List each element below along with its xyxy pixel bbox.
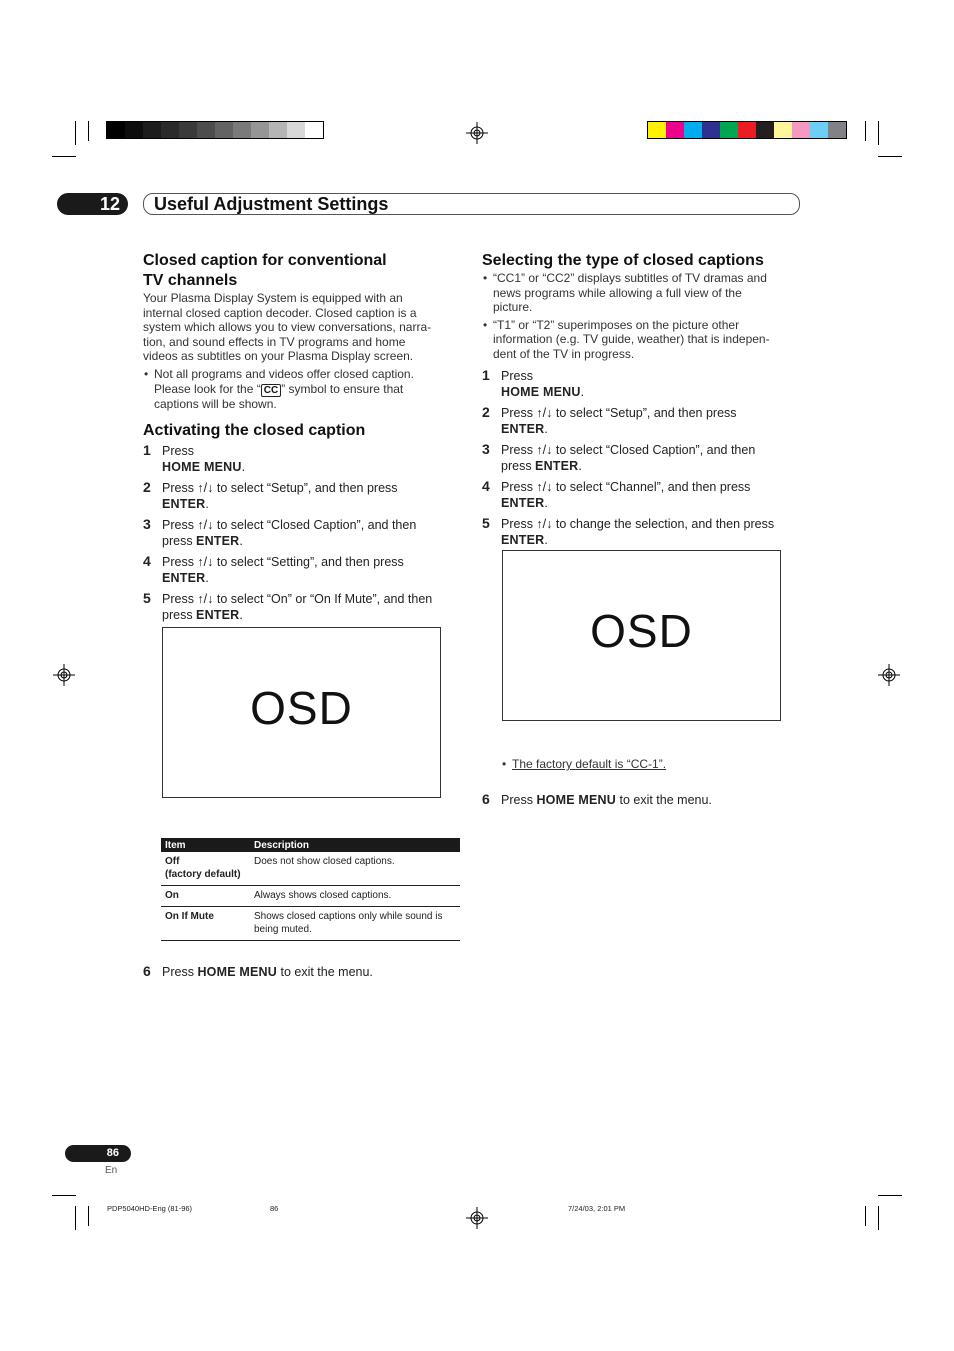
table-cell-item xyxy=(161,886,250,907)
step-6-right xyxy=(482,792,819,808)
color-swatch xyxy=(756,122,774,138)
intro-line: internal closed caption decoder. Closed caption is a xyxy=(143,305,417,320)
step-text: Press xyxy=(501,368,533,383)
chapter-title: Useful Adjustment Settings xyxy=(154,194,389,214)
heading-line: TV channels xyxy=(143,272,238,289)
bullet-item xyxy=(482,318,802,362)
steps-list xyxy=(143,443,461,623)
color-swatch xyxy=(684,122,702,138)
table-row xyxy=(161,886,460,907)
intro-line: videos as subtitles on your Plasma Display screen. xyxy=(143,349,414,364)
step-number: 1 xyxy=(482,366,490,383)
step-text: Press xyxy=(162,965,198,979)
key-label: ENTER xyxy=(196,534,240,549)
step-number: 5 xyxy=(482,514,490,531)
color-swatch xyxy=(179,122,197,138)
footer-page: 86 xyxy=(270,1204,279,1213)
color-swatch xyxy=(738,122,756,138)
color-swatch xyxy=(107,122,125,138)
process-color-bar xyxy=(647,121,847,139)
color-swatch xyxy=(792,122,810,138)
step-text: Press ↑/↓ to select “Channel”, and then press xyxy=(501,479,751,494)
factory-default-note xyxy=(501,757,812,772)
registration-target-icon xyxy=(466,122,488,144)
steps-list xyxy=(482,368,802,548)
table-header-item: Item xyxy=(161,838,250,852)
key-label: HOME MENU xyxy=(162,460,242,475)
step-number: 2 xyxy=(143,479,151,496)
step-text: Press ↑/↓ to select “Closed Caption”, and then xyxy=(162,518,417,533)
section-heading-closed-caption xyxy=(143,251,461,291)
bullet-line: dent of the TV in progress. xyxy=(493,346,635,361)
chapter-number: 12 xyxy=(99,194,120,214)
color-swatch xyxy=(305,122,323,138)
registration-target-icon xyxy=(878,664,900,686)
color-swatch xyxy=(810,122,828,138)
table-cell-description xyxy=(250,907,460,941)
color-swatch xyxy=(197,122,215,138)
step-text: Press ↑/↓ to select “Closed Caption”, and then xyxy=(501,442,756,457)
step-number: 3 xyxy=(143,516,151,533)
step-text: Press xyxy=(162,444,194,459)
step-text: press xyxy=(162,608,197,623)
color-swatch xyxy=(720,122,738,138)
bullet-line: information (e.g. TV guide, weather) that is indepen- xyxy=(493,332,770,347)
table-cell-item xyxy=(161,907,250,941)
step-text: . xyxy=(205,571,209,586)
table-cell-description xyxy=(250,852,460,886)
key-label: HOME MENU xyxy=(536,792,617,807)
item-text: (factory default) xyxy=(165,869,241,880)
chapter-title-bar xyxy=(143,193,800,215)
key-label: HOME MENU xyxy=(197,965,278,979)
note-text: captions will be shown. xyxy=(154,396,277,411)
key-label: ENTER xyxy=(196,608,240,623)
color-swatch xyxy=(269,122,287,138)
description-text: Does not show closed captions. xyxy=(254,856,395,867)
step-text: . xyxy=(239,608,243,623)
step-item xyxy=(482,442,802,474)
step-text: . xyxy=(241,460,246,475)
step-text: Press ↑/↓ to select “On” or “On If Mute”, and then xyxy=(162,592,433,607)
step-number: 1 xyxy=(143,442,151,459)
color-swatch xyxy=(143,122,161,138)
bullet-item xyxy=(482,271,802,315)
step-text: Press ↑/↓ to select “Setup”, and then press xyxy=(501,405,737,420)
color-swatch xyxy=(251,122,269,138)
table-header-description: Description xyxy=(250,838,460,852)
caption-settings-table xyxy=(161,838,460,941)
grayscale-color-bar xyxy=(106,121,324,139)
page-language: En xyxy=(105,1165,118,1176)
chapter-number-tab xyxy=(57,193,128,215)
page-number-tab xyxy=(65,1145,131,1162)
osd-screen-placeholder xyxy=(502,550,781,721)
step-number: 3 xyxy=(482,440,490,457)
bullet-line: “T1” or “T2” superimposes on the picture other xyxy=(493,317,740,332)
right-column xyxy=(482,251,802,548)
caption-note xyxy=(143,367,461,411)
color-swatch xyxy=(125,122,143,138)
osd-label: OSD xyxy=(250,682,353,734)
color-swatch xyxy=(233,122,251,138)
note-text: ” symbol to ensure that xyxy=(281,381,404,396)
osd-screen-placeholder xyxy=(162,627,441,798)
color-swatch xyxy=(702,122,720,138)
color-swatch xyxy=(648,122,666,138)
key-label: HOME MENU xyxy=(501,384,581,399)
step-number: 2 xyxy=(482,403,490,420)
step-number: 6 xyxy=(143,963,151,979)
step-item xyxy=(143,517,461,549)
color-swatch xyxy=(161,122,179,138)
step-item xyxy=(143,591,461,623)
item-text: Off xyxy=(165,856,180,867)
bullet-line: “CC1” or “CC2” displays subtitles of TV dramas and xyxy=(493,271,767,285)
note-text: The factory default is “CC-1”. xyxy=(512,757,667,771)
registration-target-icon xyxy=(53,664,75,686)
section-heading-caption-type: Selecting the type of closed captions xyxy=(482,252,764,269)
color-swatch xyxy=(215,122,233,138)
step-number: 4 xyxy=(143,553,151,570)
note-text: Not all programs and videos offer closed caption. xyxy=(154,366,414,381)
intro-line: Your Plasma Display System is equipped with an xyxy=(143,291,403,305)
step-number: 6 xyxy=(482,790,490,807)
table-row xyxy=(161,852,460,886)
step-number: 4 xyxy=(482,477,490,494)
caption-type-bullets xyxy=(482,271,802,362)
osd-label: OSD xyxy=(590,605,693,657)
subsection-heading-activating: Activating the closed caption xyxy=(143,422,366,440)
step-text: Press xyxy=(501,792,537,807)
item-text: On If Mute xyxy=(165,911,214,922)
item-text: On xyxy=(165,890,179,901)
table-cell-description xyxy=(250,886,460,907)
page-number: 86 xyxy=(106,1147,119,1159)
step-text: . xyxy=(544,421,548,436)
key-label: ENTER xyxy=(501,532,545,547)
step-text: Press ↑/↓ to change the selection, and then press xyxy=(501,516,775,531)
description-text: being muted. xyxy=(254,924,312,935)
step-text: to exit the menu. xyxy=(277,965,373,979)
intro-line: tion, and sound effects in TV programs and home xyxy=(143,334,406,349)
color-swatch xyxy=(828,122,846,138)
step-item xyxy=(482,479,802,511)
key-label: ENTER xyxy=(501,495,545,510)
step-text: to exit the menu. xyxy=(616,792,712,807)
step-item xyxy=(482,368,802,400)
description-text: Shows closed captions only while sound is xyxy=(254,911,443,922)
step-text: Press ↑/↓ to select “Setting”, and then press xyxy=(162,555,404,570)
key-label: ENTER xyxy=(162,571,206,586)
step-text: . xyxy=(578,458,582,473)
bullet-line: picture. xyxy=(493,300,533,315)
color-swatch xyxy=(666,122,684,138)
note-text: Please look for the “ xyxy=(154,381,261,396)
key-label: ENTER xyxy=(501,421,545,436)
bullet-line: news programs while allowing a full view of the xyxy=(493,285,742,300)
step-6-left xyxy=(143,964,480,980)
step-item xyxy=(143,443,461,475)
footer-timestamp: 7/24/03, 2:01 PM xyxy=(568,1204,626,1213)
step-text: . xyxy=(544,495,548,510)
table-cell-item xyxy=(161,852,250,886)
table-row xyxy=(161,907,460,941)
key-label: ENTER xyxy=(535,458,579,473)
step-number: 5 xyxy=(143,590,151,607)
step-text: . xyxy=(544,532,548,547)
step-text: . xyxy=(205,497,209,512)
heading-line: Closed caption for conventional xyxy=(143,252,387,269)
step-text: . xyxy=(239,534,243,549)
description-text: Always shows closed captions. xyxy=(254,890,392,901)
step-text: Press ↑/↓ to select “Setup”, and then press xyxy=(162,481,398,496)
step-item xyxy=(143,554,461,586)
step-text: . xyxy=(580,384,585,399)
key-label: ENTER xyxy=(162,497,206,512)
step-item xyxy=(143,480,461,512)
registration-target-icon xyxy=(466,1207,488,1229)
left-column xyxy=(143,251,461,623)
step-item xyxy=(482,405,802,437)
intro-line: system which allows you to view conversations, narra- xyxy=(143,320,432,335)
step-text: press xyxy=(162,534,197,549)
cc-symbol-icon: CC xyxy=(261,384,281,397)
color-swatch xyxy=(774,122,792,138)
step-text: press xyxy=(501,458,536,473)
step-item xyxy=(482,516,802,548)
intro-paragraph xyxy=(143,291,461,364)
color-swatch xyxy=(287,122,305,138)
footer-filename: PDP5040HD-Eng (81-96) xyxy=(107,1204,193,1213)
